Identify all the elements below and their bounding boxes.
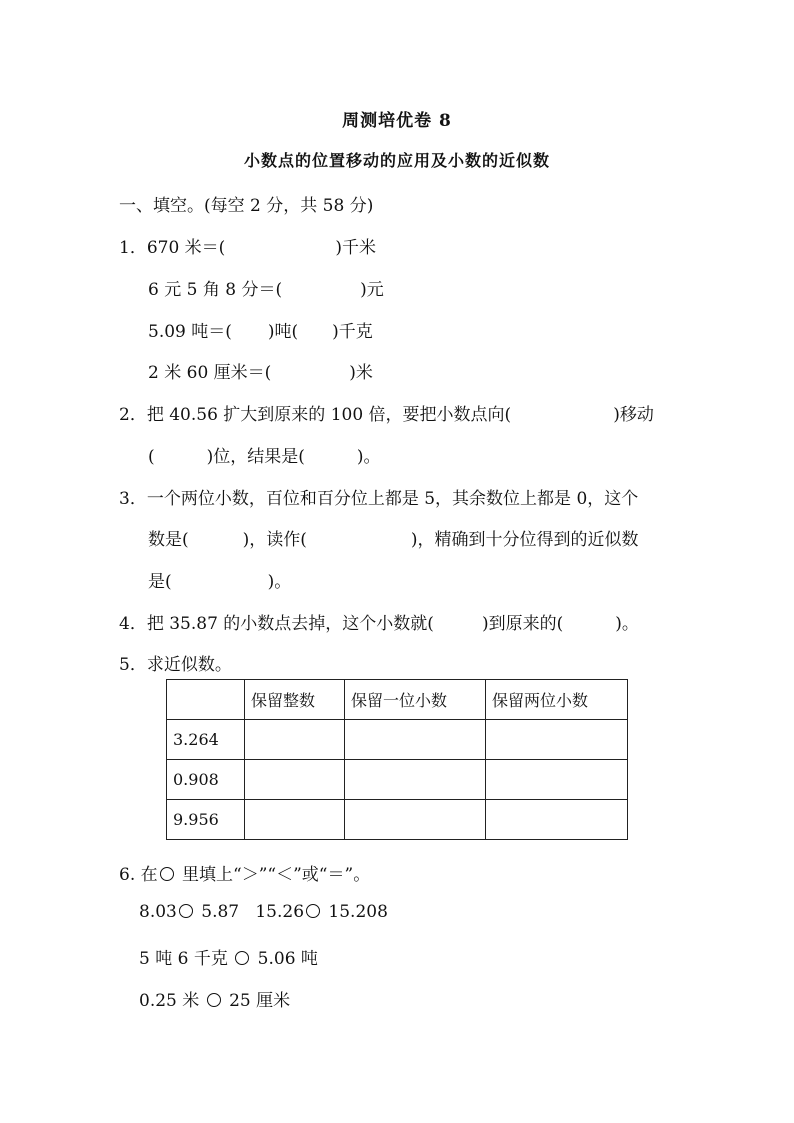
question-5-line-1 <box>119 650 232 675</box>
question-4-line-1 <box>119 609 639 634</box>
comparison-circle[interactable] <box>179 904 193 918</box>
table-header-cell <box>167 680 245 720</box>
question-3-line-1 <box>119 484 638 509</box>
question-text: )。 <box>356 447 381 467</box>
question-6-line-2 <box>139 902 388 922</box>
comparison-value: 5.87 <box>201 902 240 922</box>
table-header-cell: 保留两位小数 <box>486 680 628 720</box>
question-text: ( <box>148 447 155 467</box>
question-text: 一个两位小数，百位和百分位上都是 5，其余数位上都是 0，这个 <box>146 489 639 509</box>
answer-cell[interactable] <box>345 760 486 800</box>
comparison-value: 25 厘米 <box>229 991 291 1011</box>
question-text: 2 米 60 厘米＝( <box>148 363 272 383</box>
question-text: )，精确到十分位得到的近似数 <box>410 530 639 550</box>
table-row <box>167 800 628 840</box>
question-text: )，读作( <box>242 530 307 550</box>
question-text: )吨( <box>267 322 299 342</box>
question-text: )元 <box>360 280 384 300</box>
question-6-line-1 <box>119 860 370 885</box>
table-row-label: 9.956 <box>167 800 245 840</box>
question-text: )位，结果是( <box>206 447 305 467</box>
question-1-line-3 <box>148 317 373 342</box>
comparison-circle[interactable] <box>207 993 221 1007</box>
comparison-value: 0.25 米 <box>139 991 200 1011</box>
question-text: 数是( <box>148 530 189 550</box>
question-text: 求近似数。 <box>146 655 232 675</box>
answer-cell[interactable] <box>345 800 486 840</box>
question-3-line-3 <box>148 567 291 592</box>
question-text: )到原来的( <box>481 614 564 634</box>
question-text: 在 <box>140 865 158 885</box>
table-header-cell: 保留整数 <box>245 680 345 720</box>
rounding-table <box>166 679 628 840</box>
table-header-cell: 保留一位小数 <box>345 680 486 720</box>
table-row-label: 0.908 <box>167 760 245 800</box>
question-number: 6. <box>119 865 136 885</box>
comparison-value: 8.03 <box>139 902 177 922</box>
question-number: 4． <box>119 614 147 634</box>
table-row <box>167 720 628 760</box>
answer-cell[interactable] <box>245 760 345 800</box>
comparison-circle[interactable] <box>235 951 249 965</box>
question-3-line-2 <box>148 525 639 550</box>
section-heading: 一、填空。(每空 2 分，共 58 分) <box>119 196 374 216</box>
answer-cell[interactable] <box>486 720 628 760</box>
question-number: 5． <box>119 655 147 675</box>
page-title: 周测培优卷 8 <box>342 111 452 131</box>
answer-cell[interactable] <box>245 800 345 840</box>
question-1-line-1 <box>119 233 376 258</box>
question-number: 1． <box>119 238 147 258</box>
question-text: )千克 <box>332 322 373 342</box>
comparison-circle[interactable] <box>306 904 320 918</box>
table-header-row <box>167 680 628 720</box>
answer-cell[interactable] <box>486 760 628 800</box>
question-6-line-3 <box>139 944 318 969</box>
table-row-label: 3.264 <box>167 720 245 760</box>
circle-icon <box>160 867 174 881</box>
question-number: 3． <box>119 489 147 509</box>
answer-cell[interactable] <box>486 800 628 840</box>
question-text: )移动 <box>613 405 654 425</box>
question-text: 6 元 5 角 8 分＝( <box>148 280 283 300</box>
question-text: )。 <box>267 572 292 592</box>
question-text: 把 35.87 的小数点去掉，这个小数就( <box>146 614 434 634</box>
comparison-value: 5.06 吨 <box>257 949 318 969</box>
comparison-value: 5 吨 6 千克 <box>139 949 228 969</box>
question-1-line-2 <box>148 275 384 300</box>
question-6-line-4 <box>139 986 290 1011</box>
comparison-value: 15.208 <box>328 902 388 922</box>
question-2-line-2 <box>148 442 381 467</box>
table-row <box>167 760 628 800</box>
page-subtitle: 小数点的位置移动的应用及小数的近似数 <box>243 151 550 170</box>
question-text: 里填上“＞”“＜”或“＝”。 <box>182 865 371 885</box>
question-text: )。 <box>615 614 639 634</box>
question-1-line-4 <box>148 358 373 383</box>
question-text: )米 <box>349 363 373 383</box>
comparison-value: 15.26 <box>255 902 305 922</box>
question-2-line-1 <box>119 400 654 425</box>
question-text: )千米 <box>335 238 376 258</box>
question-text: 5.09 吨＝( <box>148 322 232 342</box>
question-text: 是( <box>148 572 172 592</box>
answer-cell[interactable] <box>245 720 345 760</box>
question-text: 把 40.56 扩大到原来的 100 倍，要把小数点向( <box>146 405 512 425</box>
question-text: 670 米＝( <box>146 238 226 258</box>
question-number: 2． <box>119 405 147 425</box>
answer-cell[interactable] <box>345 720 486 760</box>
